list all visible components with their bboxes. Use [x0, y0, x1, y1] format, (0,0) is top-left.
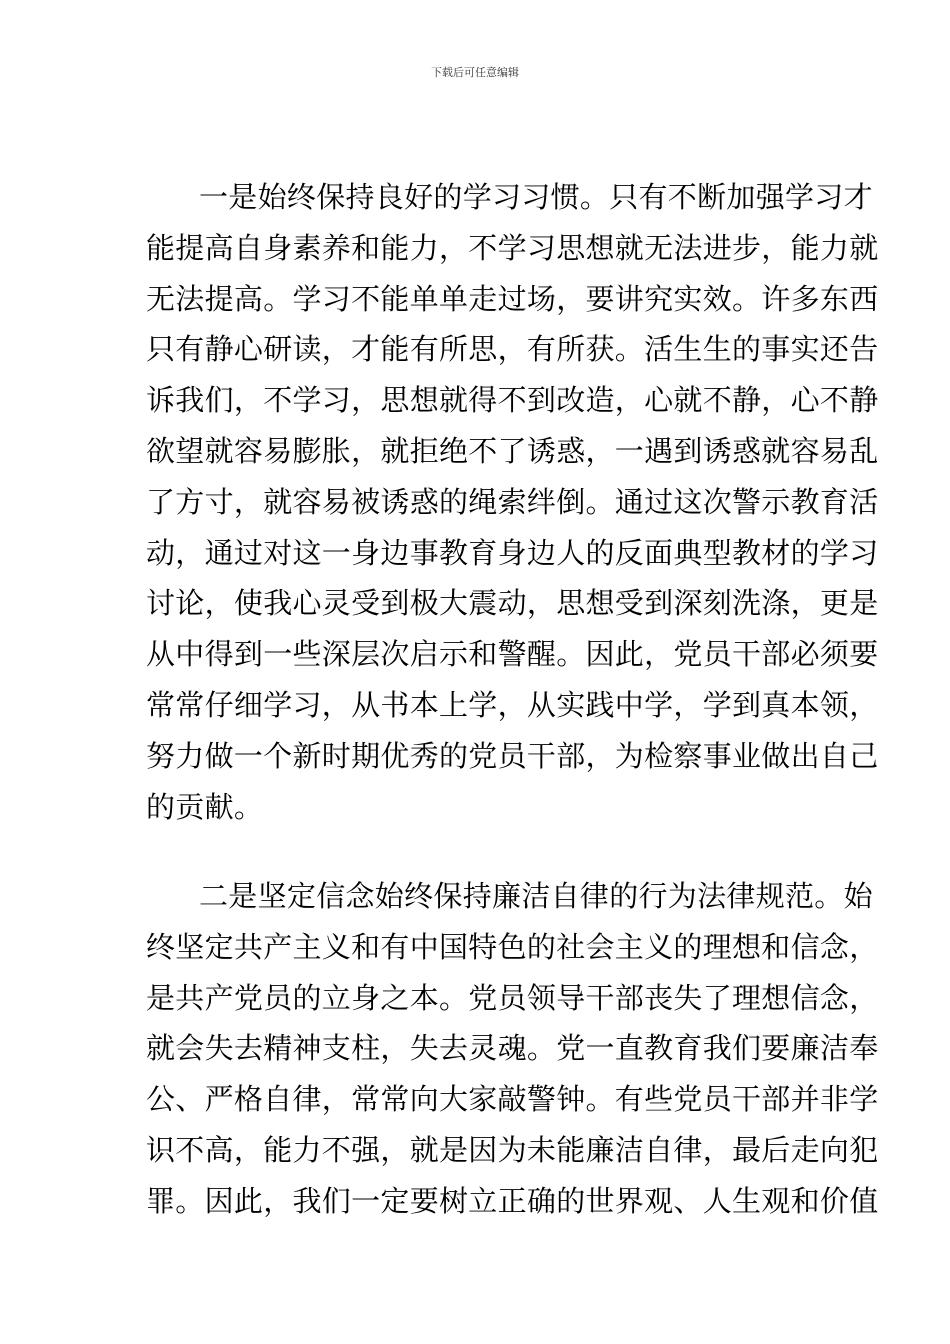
- paragraph-line: 的贡献。: [146, 789, 264, 824]
- paragraph-line: 终坚定共产主义和有中国特色的社会主义的理想和信念，: [146, 929, 879, 964]
- paragraph-line: 就会失去精神支柱，失去灵魂。党一直教育我们要廉洁奉: [146, 1031, 879, 1066]
- paragraph-line: 是共产党员的立身之本。党员领导干部丧失了理想信念，: [146, 980, 879, 1015]
- paragraph-line: 诉我们，不学习，思想就得不到改造，心就不静，心不静: [146, 383, 879, 418]
- paragraph-line: 无法提高。学习不能单单走过场，要讲究实效。许多东西: [146, 281, 879, 316]
- paragraph-line: 了方寸，就容易被诱惑的绳索绊倒。通过这次警示教育活: [146, 484, 879, 519]
- paragraph-line: 只有静心研读，才能有所思，有所获。活生生的事实还告: [146, 332, 879, 367]
- paragraph-line: 二是坚定信念始终保持廉洁自律的行为法律规范。始: [199, 879, 873, 913]
- paragraph-line: 罪。因此，我们一定要树立正确的世界观、人生观和价值: [146, 1183, 879, 1218]
- paragraph-line: 一是始终保持良好的学习习惯。只有不断加强学习才: [199, 180, 873, 214]
- paragraph-line: 从中得到一些深层次启示和警醒。因此，党员干部必须要: [146, 637, 879, 672]
- paragraph-line: 常常仔细学习，从书本上学，从实践中学，学到真本领，: [146, 687, 879, 722]
- paragraph-line: 讨论，使我心灵受到极大震动，思想受到深刻洗涤，更是: [146, 586, 879, 621]
- paragraph-line: 动，通过对这一身边事教育身边人的反面典型教材的学习: [146, 535, 879, 570]
- paragraph-line: 能提高自身素养和能力，不学习思想就无法进步，能力就: [146, 230, 879, 265]
- paragraph-1: [146, 172, 879, 832]
- paragraph-line: 公、严格自律，常常向大家敲警钟。有些党员干部并非学: [146, 1082, 879, 1117]
- page-header: 下载后可任意编辑: [431, 66, 519, 79]
- paragraph-2: [146, 871, 879, 1227]
- paragraph-line: 识不高，能力不强，就是因为未能廉洁自律，最后走向犯: [146, 1132, 879, 1167]
- paragraph-line: 努力做一个新时期优秀的党员干部，为检察事业做出自己: [146, 738, 879, 773]
- paragraph-line: 欲望就容易膨胀，就拒绝不了诱惑，一遇到诱惑就容易乱: [146, 433, 879, 468]
